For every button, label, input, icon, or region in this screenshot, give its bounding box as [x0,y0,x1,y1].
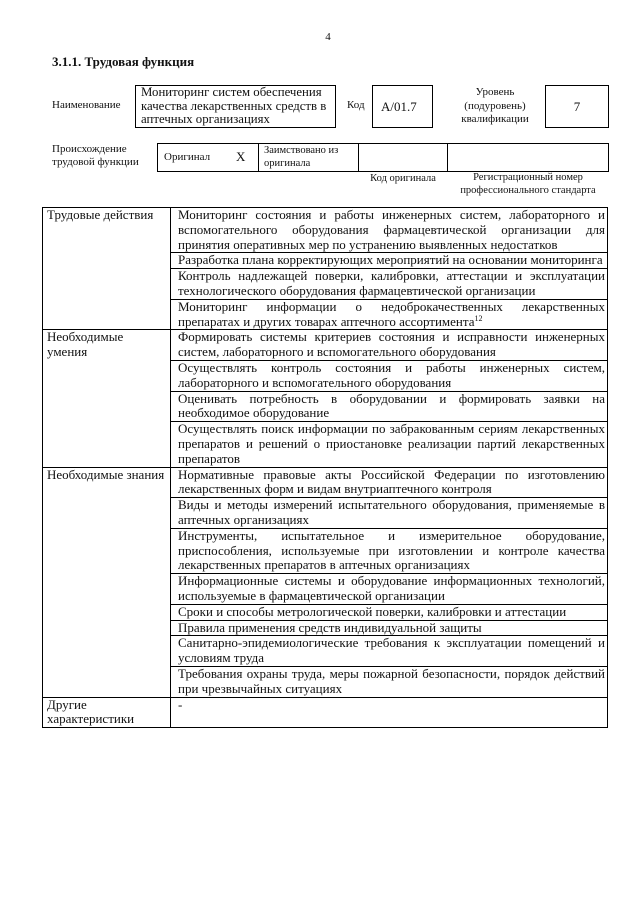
table-cell [171,574,608,605]
original-mark: X [236,149,246,164]
table-row [43,330,608,361]
table-cell [171,391,608,422]
table-cell [171,330,608,361]
item-text: Нормативные правовые акты Российской Федерации по изготовлению лекарственных форм и видам внутриаптечного контроля [178,466,605,497]
original-box [157,143,259,172]
original-label: Оригинал [164,151,211,163]
reg-number-caption: Регистрационный номер профессионального стандарта [460,172,596,196]
name-value-box [135,85,336,128]
table-row [43,467,608,498]
table-cell [171,208,608,253]
row-group-label: Трудовые действия [43,208,171,330]
labor-function-table [42,207,608,728]
level-label: Уровень (подуровень) квалификации [461,86,529,125]
item-text: Оценивать потребность в оборудовании и формировать заявки на необходимое оборудование [178,390,605,421]
item-text: Санитарно-эпидемиологические требования к эксплуатации помещений и условиям труда [178,635,605,666]
item-text: Правила применения средств индивидуальной защиты [178,619,482,635]
origin-label: Происхождение трудовой функции [52,143,139,168]
table-row [43,697,608,728]
footnote-ref: 12 [474,313,483,323]
table-cell [171,620,608,636]
table-cell [171,360,608,391]
table-cell [171,697,608,728]
name-value: Мониторинг систем обеспечения качества лекарственных средств в аптечных организациях [141,85,327,127]
code-value-box [372,85,433,128]
table-body [43,208,608,728]
table-row [43,208,608,253]
table-cell [171,467,608,498]
table-cell [171,604,608,620]
section-title: 3.1.1. Трудовая функция [52,54,195,69]
borrowed-box [258,143,359,172]
table-cell [171,636,608,667]
item-text: Инструменты, испытательное и измерительное оборудование, приспособления, используемые при изготовлении и контроле качества лекарственных препаратов в аптечных организациях [178,527,605,573]
level-value-box [545,85,609,128]
item-text: Требования охраны труда, меры пожарной безопасности, порядок действий при чрезвычайных ситуациях [178,665,605,696]
table-cell [171,422,608,467]
table-cell [171,253,608,269]
table-cell [171,299,608,330]
page-number: 4 [325,31,331,43]
code-value: А/01.7 [381,99,417,114]
item-text: Сроки и способы метрологической поверки, калибровки и аттестации [178,603,567,619]
item-text: Контроль надлежащей поверки, калибровки, аттестации и эксплуатации технологического оборудования фармацевтической организации [178,268,605,298]
item-text: Разработка плана корректирующих мероприятий на основании мониторинга [178,252,603,268]
row-group-label: Необходимые умения [43,330,171,467]
item-text: Формировать системы критериев состояния и исправности инженерных систем, лабораторного и вспомогательного оборудования [178,329,605,360]
item-text: - [178,696,183,712]
borrowed-label: Заимствовано из оригинала [264,145,339,169]
level-value: 7 [573,99,581,114]
row-group-label: Другие характеристики [43,697,171,728]
name-label: Наименование [52,99,121,111]
table-cell [171,666,608,697]
table-cell [171,528,608,573]
item-text: Мониторинг информации о недоброкачественных лекарственных препаратах и других товарах аптечного ассортимента [178,298,605,329]
reg-number-box [447,143,609,172]
table-cell [171,269,608,300]
item-text: Информационные системы и оборудование информационных технологий, используемые в фармацевтической организации [178,573,605,603]
code-label: Код [347,99,365,111]
table-cell [171,498,608,529]
item-text: Осуществлять контроль состояния и работы инженерных систем, лабораторного и вспомогательного оборудования [178,359,605,390]
item-text: Осуществлять поиск информации по забракованным сериям лекарственных препаратов и решений о приостановке реализации партий лекарственных препаратов [178,421,605,466]
item-text: Виды и методы измерений испытательного оборудования, применяемые в аптечных организациях [178,497,605,527]
original-code-box [358,143,448,172]
item-text: Мониторинг состояния и работы инженерных систем, лабораторного и вспомогательного оборудования фармацевтической организации для принятия оперативных мер по устранению выявленных недостатков [178,207,605,252]
original-code-caption: Код оригинала [370,173,436,184]
row-group-label: Необходимые знания [43,467,171,697]
